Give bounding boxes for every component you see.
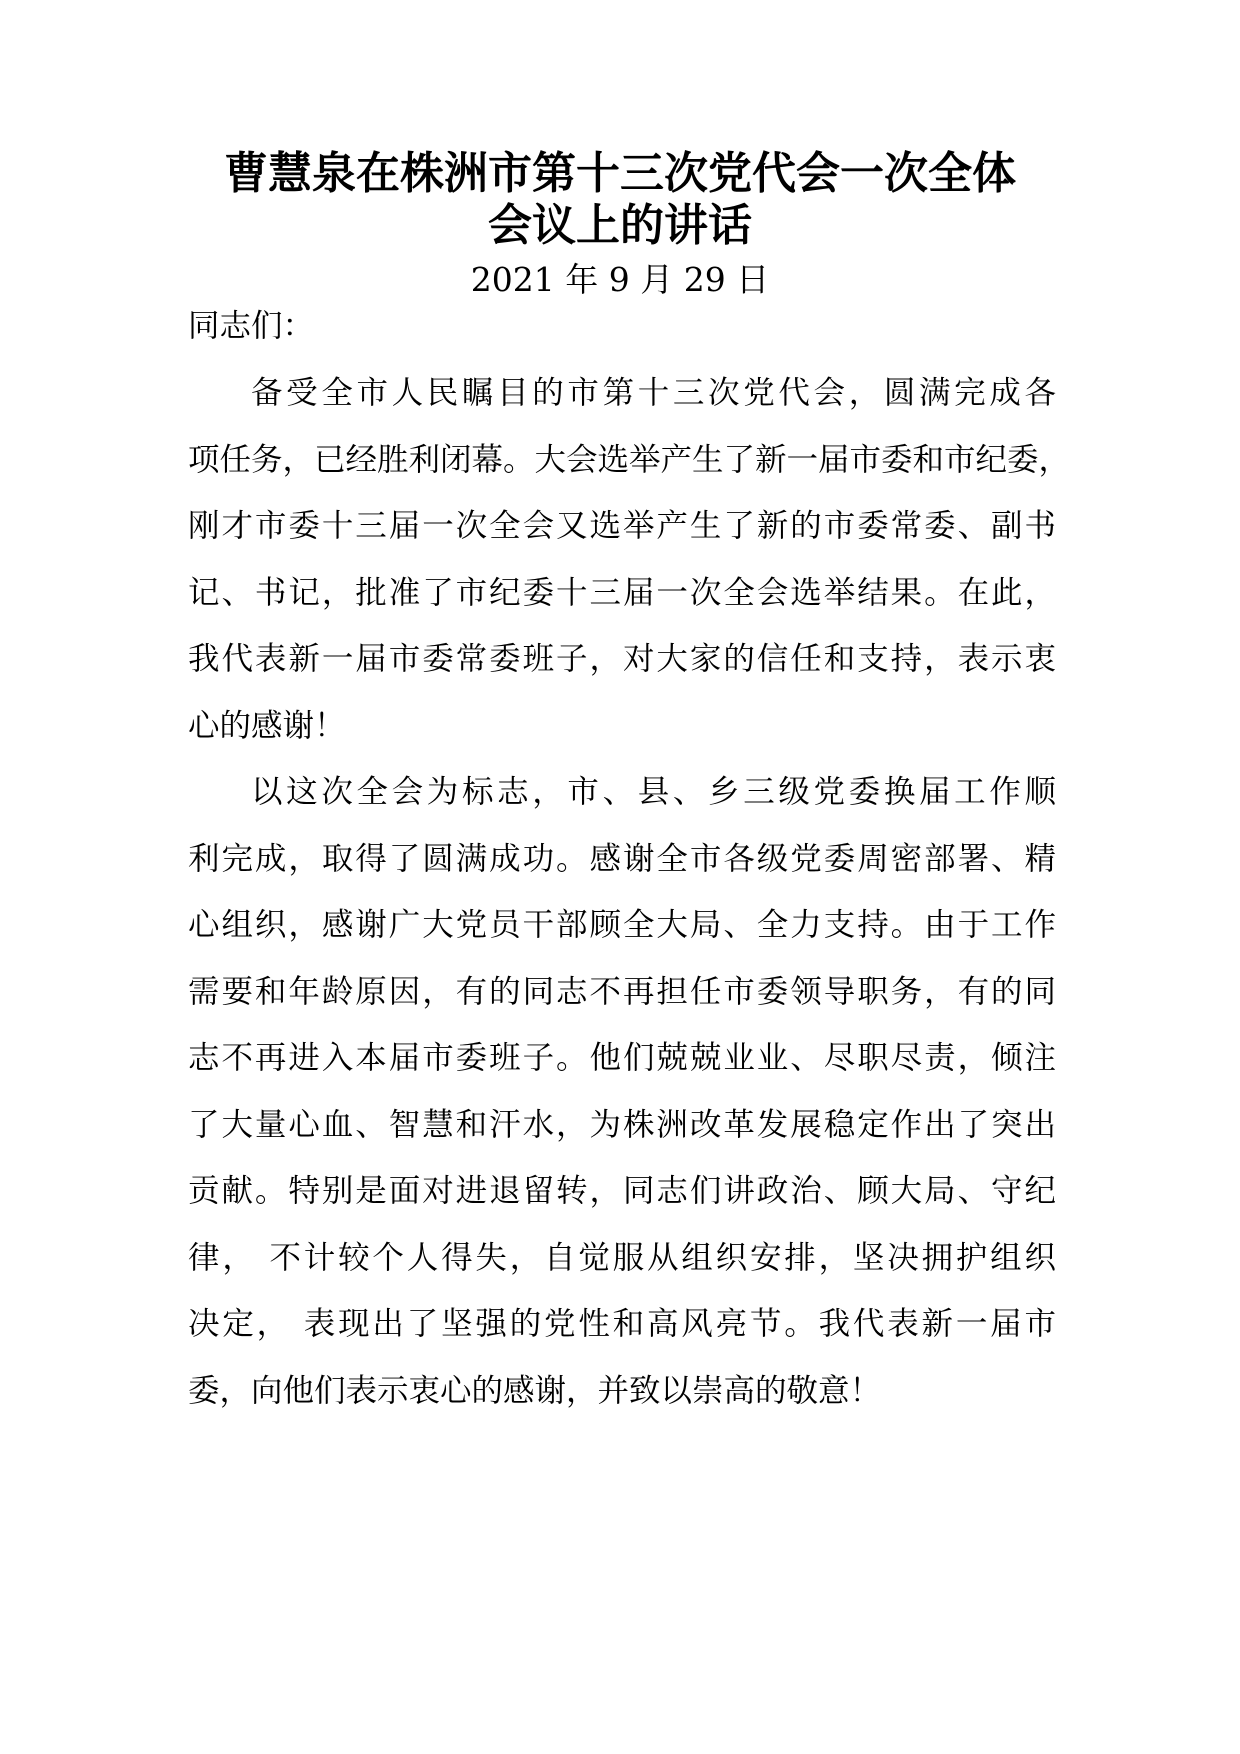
paragraph-1-line-5: 我代表新一届市委常委班子，对大家的信任和支持，表示衷 (188, 641, 1056, 677)
document-title-line-1: 曹慧泉在株洲市第十三次党代会一次全体 (224, 148, 1016, 199)
paragraph-1-line-4: 记、书记，批准了市纪委十三届一次全会选举结果。在此， (188, 574, 1056, 611)
paragraph-2-line-10: 委，向他们表示衷心的感谢，并致以崇高的敬意！ (188, 1372, 882, 1409)
document-date: 2021 年 9 月 29 日 (470, 260, 770, 299)
paragraph-2-line-7: 贡献。特别是面对进退留转，同志们讲政治、顾大局、守纪 (188, 1173, 1056, 1209)
document-title-line-2: 会议上的讲话 (488, 200, 752, 251)
paragraph-2-line-2: 利完成，取得了圆满成功。感谢全市各级党委周密部署、精 (188, 840, 1056, 877)
paragraph-1-line-6: 心的感谢！ (188, 707, 346, 744)
paragraph-2 (188, 759, 1056, 1424)
paragraph-1 (188, 360, 1071, 759)
paragraph-2-line-8: 律， 不计较个人得失，自觉服从组织安排，坚决拥护组织 (188, 1239, 1056, 1276)
paragraph-2-line-1: 以这次全会为标志，市、县、乡三级党委换届工作顺 (251, 774, 1056, 810)
salutation: 同志们： (188, 308, 315, 344)
paragraph-2-line-4: 需要和年龄原因，有的同志不再担任市委领导职务，有的同 (188, 973, 1056, 1010)
paragraph-1-line-3: 刚才市委十三届一次全会又选举产生了新的市委常委、副书 (188, 508, 1056, 544)
paragraph-1-line-1: 备受全市人民瞩目的市第十三次党代会，圆满完成各 (251, 375, 1056, 411)
paragraph-2-line-6: 了大量心血、智慧和汗水，为株洲改革发展稳定作出了突出 (188, 1106, 1056, 1143)
paragraph-2-line-5: 志不再进入本届市委班子。他们兢兢业业、尽职尽责，倾注 (188, 1040, 1056, 1076)
paragraph-2-line-3: 心组织，感谢广大党员干部顾全大局、全力支持。由于工作 (188, 907, 1056, 943)
paragraph-1-line-2: 项任务，已经胜利闭幕。大会选举产生了新一届市委和市纪委， (188, 441, 1071, 478)
paragraph-2-line-9: 决定， 表现出了坚强的党性和高风亮节。我代表新一届市 (188, 1306, 1056, 1342)
